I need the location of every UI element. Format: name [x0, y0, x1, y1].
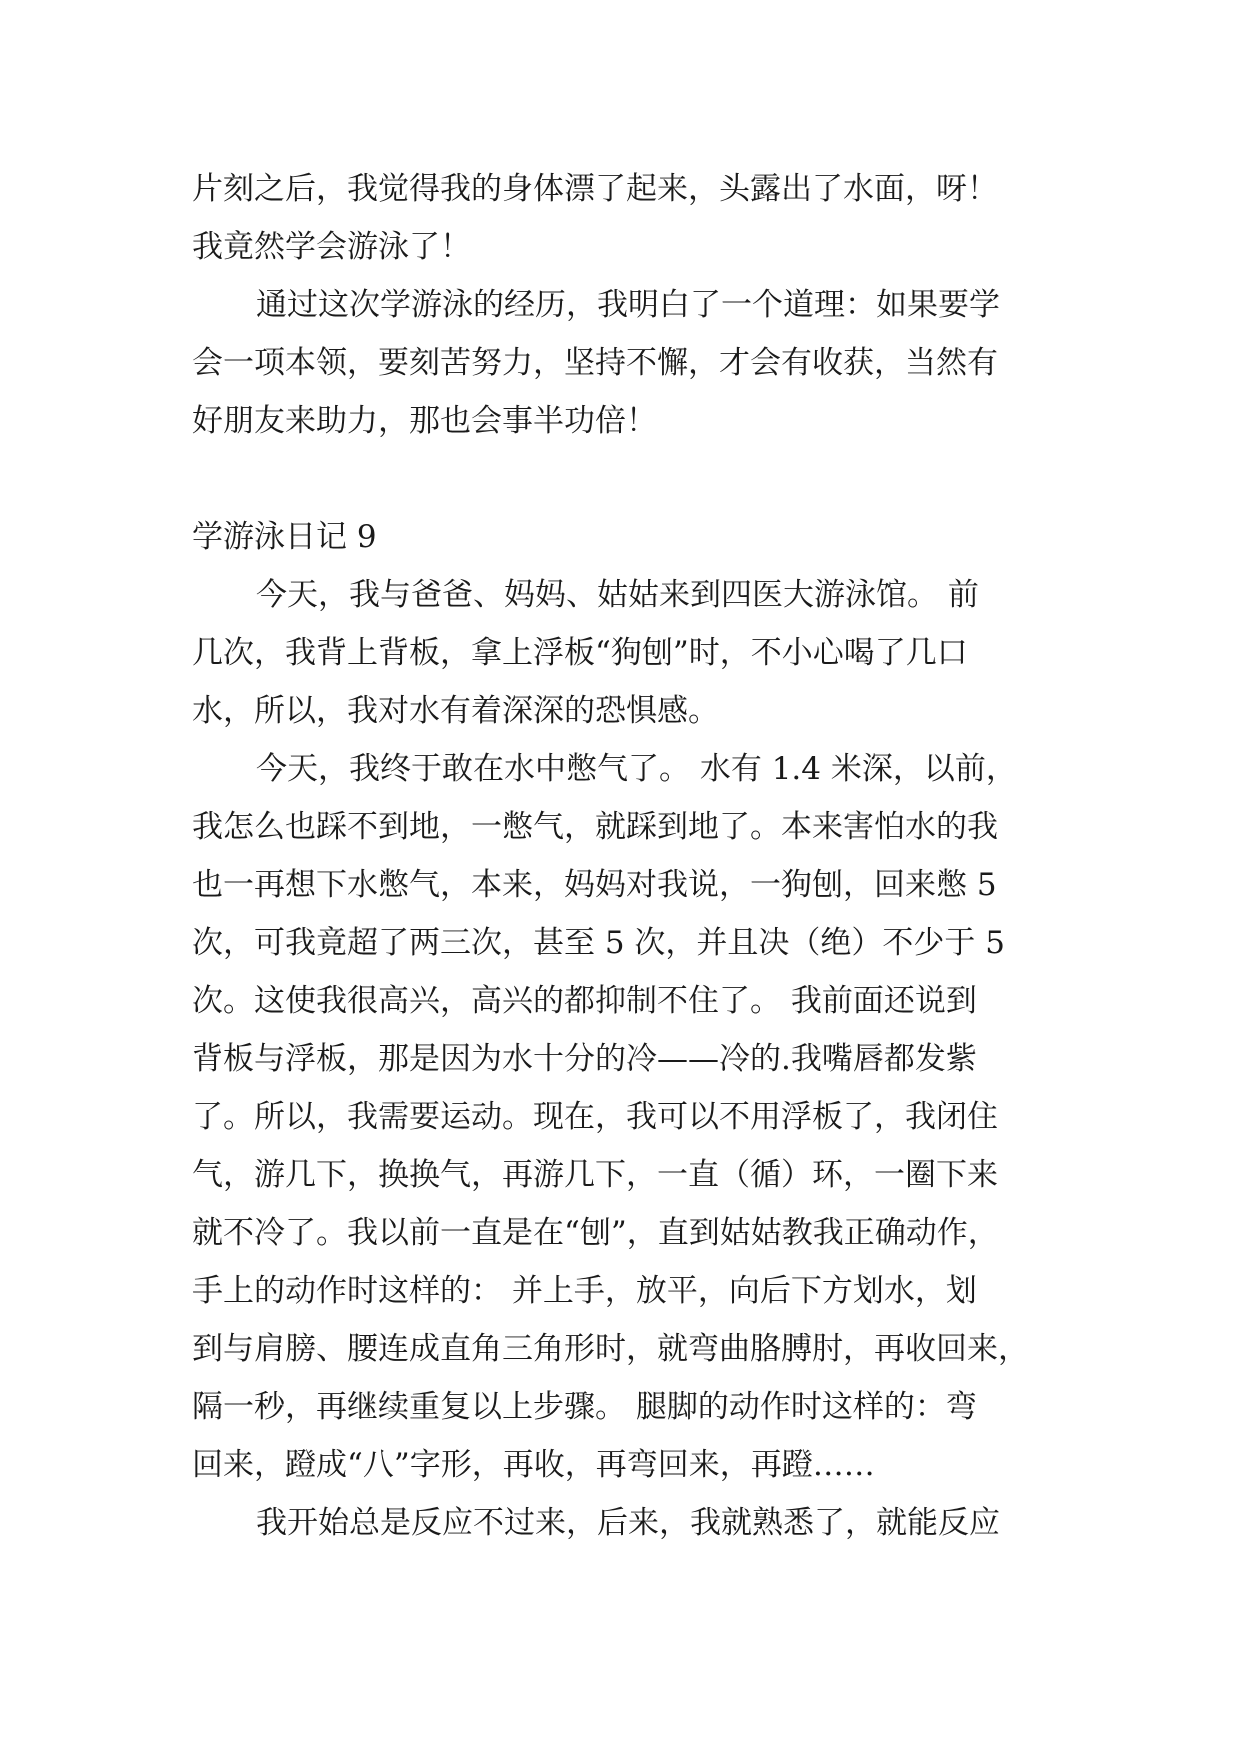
- paragraph-line: 次，可我竟超了两三次，甚至 5 次，并且决（绝）不少于 5: [192, 925, 1006, 961]
- paragraph-line: 隔一秒，再继续重复以上步骤。 腿脚的动作时这样的：弯: [192, 1389, 977, 1425]
- paragraph-line: 了。所以，我需要运动。现在，我可以不用浮板了，我闭住: [192, 1099, 998, 1135]
- paragraph-line: 也一再想下水憋气，本来，妈妈对我说，一狗刨，回来憋 5: [192, 867, 997, 903]
- paragraph-line: 好朋友来助力，那也会事半功倍！: [192, 403, 657, 439]
- paragraph-line: 手上的动作时这样的： 并上手，放平，向后下方划水，划: [192, 1273, 977, 1309]
- section-gap: [192, 450, 1050, 508]
- paragraph-line: 我开始总是反应不过来，后来，我就熟悉了，就能反应: [256, 1505, 1000, 1541]
- document-body: [192, 160, 1050, 1552]
- paragraph-line: 今天，我与爸爸、妈妈、姑姑来到四医大游泳馆。 前: [256, 577, 979, 613]
- paragraph-line: 水，所以，我对水有着深深的恐惧感。: [192, 693, 719, 729]
- paragraph-line: 我怎么也踩不到地，一憋气，就踩到地了。本来害怕水的我: [192, 809, 998, 845]
- paragraph-line: 会一项本领，要刻苦努力，坚持不懈，才会有收获，当然有: [192, 345, 998, 381]
- section-heading: 学游泳日记 9: [192, 519, 377, 555]
- paragraph-line: 背板与浮板，那是因为水十分的冷——冷的.我嘴唇都发紫: [192, 1041, 977, 1077]
- paragraph-line: 今天，我终于敢在水中憋气了。 水有 1.4 米深，以前，: [256, 751, 1017, 787]
- paragraph-line: 气，游几下，换换气，再游几下，一直（循）环，一圈下来: [192, 1157, 998, 1193]
- paragraph-line: 到与肩膀、腰连成直角三角形时，就弯曲胳膊肘，再收回来，: [192, 1331, 1029, 1367]
- paragraph-line: 通过这次学游泳的经历，我明白了一个道理：如果要学: [256, 287, 1000, 323]
- paragraph-line: 就不冷了。我以前一直是在“刨”，直到姑姑教我正确动作，: [192, 1215, 999, 1251]
- paragraph-line: 片刻之后，我觉得我的身体漂了起来，头露出了水面，呀！: [192, 171, 998, 207]
- paragraph-line: 几次，我背上背板，拿上浮板“狗刨”时，不小心喝了几口: [192, 635, 968, 671]
- paragraph-line: 次。这使我很高兴，高兴的都抑制不住了。 我前面还说到: [192, 983, 977, 1019]
- paragraph-line: 回来，蹬成“八”字形，再收，再弯回来，再蹬……: [192, 1447, 875, 1483]
- paragraph-line: 我竟然学会游泳了！: [192, 229, 471, 265]
